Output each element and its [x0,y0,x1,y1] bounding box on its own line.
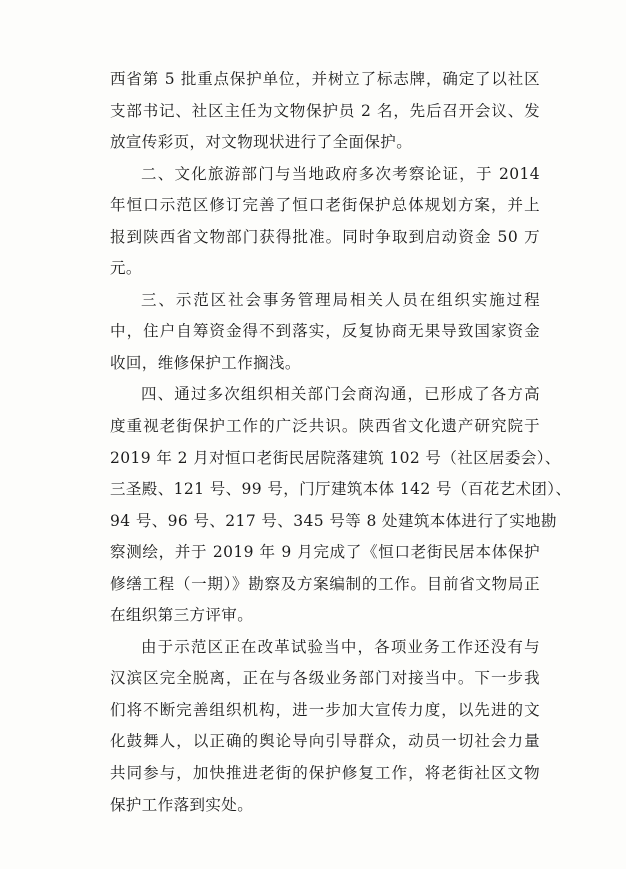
text-line: 保护工作落到实处。 [110,795,254,814]
text-line: 四、通过多次组织相关部门会商沟通，已形成了各方高 [141,385,540,404]
text-line: 支部书记、社区主任为文物保护员 2 名，先后召开会议、发 [110,101,540,120]
text-line: 年恒口示范区修订完善了恒口老街保护总体规划方案，并上 [110,196,540,215]
text-line: 元。 [110,259,142,278]
text-line: 修缮工程（一期）》勘察及方案编制的工作。目前省文物局正 [110,574,540,593]
text-line: 收回，维修保护工作搁浅。 [110,353,301,372]
text-line: 共同参与，加快推进老街的保护修复工作，将老街社区文物 [110,764,540,783]
text-line: 由于示范区正在改革试验当中，各项业务工作还没有与 [141,637,540,656]
text-line: 报到陕西省文物部门获得批准。同时争取到启动资金 50 万 [110,227,540,246]
text-line: 西省第 5 批重点保护单位，并树立了标志牌，确定了以社区 [110,70,540,88]
paragraph [110,64,540,159]
text-line: 三、示范区社会事务管理局相关人员在组织实施过程 [141,290,540,309]
text-line: 二、文化旅游部门与当地政府多次考察论证，于 2014 [141,164,540,183]
text-line: 在组织第三方评审。 [110,606,254,625]
paragraph [110,285,540,380]
text-line: 94 号、96 号、217 号、345 号等 8 处建筑本体进行了实地勘 [110,511,557,530]
paragraph [110,632,540,821]
text-line: 化鼓舞人，以正确的舆论导向引导群众，动员一切社会力量 [110,732,540,751]
text-line: 们将不断完善组织机构，进一步加大宣传力度，以先进的文 [110,700,540,719]
paragraph [110,159,540,285]
text-line: 度重视老街保护工作的广泛共识。陕西省文化遗产研究院于 [110,417,540,436]
text-line: 汉滨区完全脱离，正在与各级业务部门对接当中。下一步我 [110,669,540,688]
document-body [110,64,572,821]
text-line: 2019 年 2 月对恒口老街民居院落建筑 102 号（社区居委会）、 [110,448,561,467]
text-line: 三圣殿、121 号、99 号，门厅建筑本体 142 号（百花艺术团）、 [110,480,572,499]
text-line: 中，住户自筹资金得不到落实，反复协商无果导致国家资金 [110,322,540,341]
text-line: 察测绘，并于 2019 年 9 月完成了《恒口老街民居本体保护 [110,543,540,562]
text-line: 放宣传彩页，对文物现状进行了全面保护。 [110,133,413,152]
paragraph [110,379,572,631]
